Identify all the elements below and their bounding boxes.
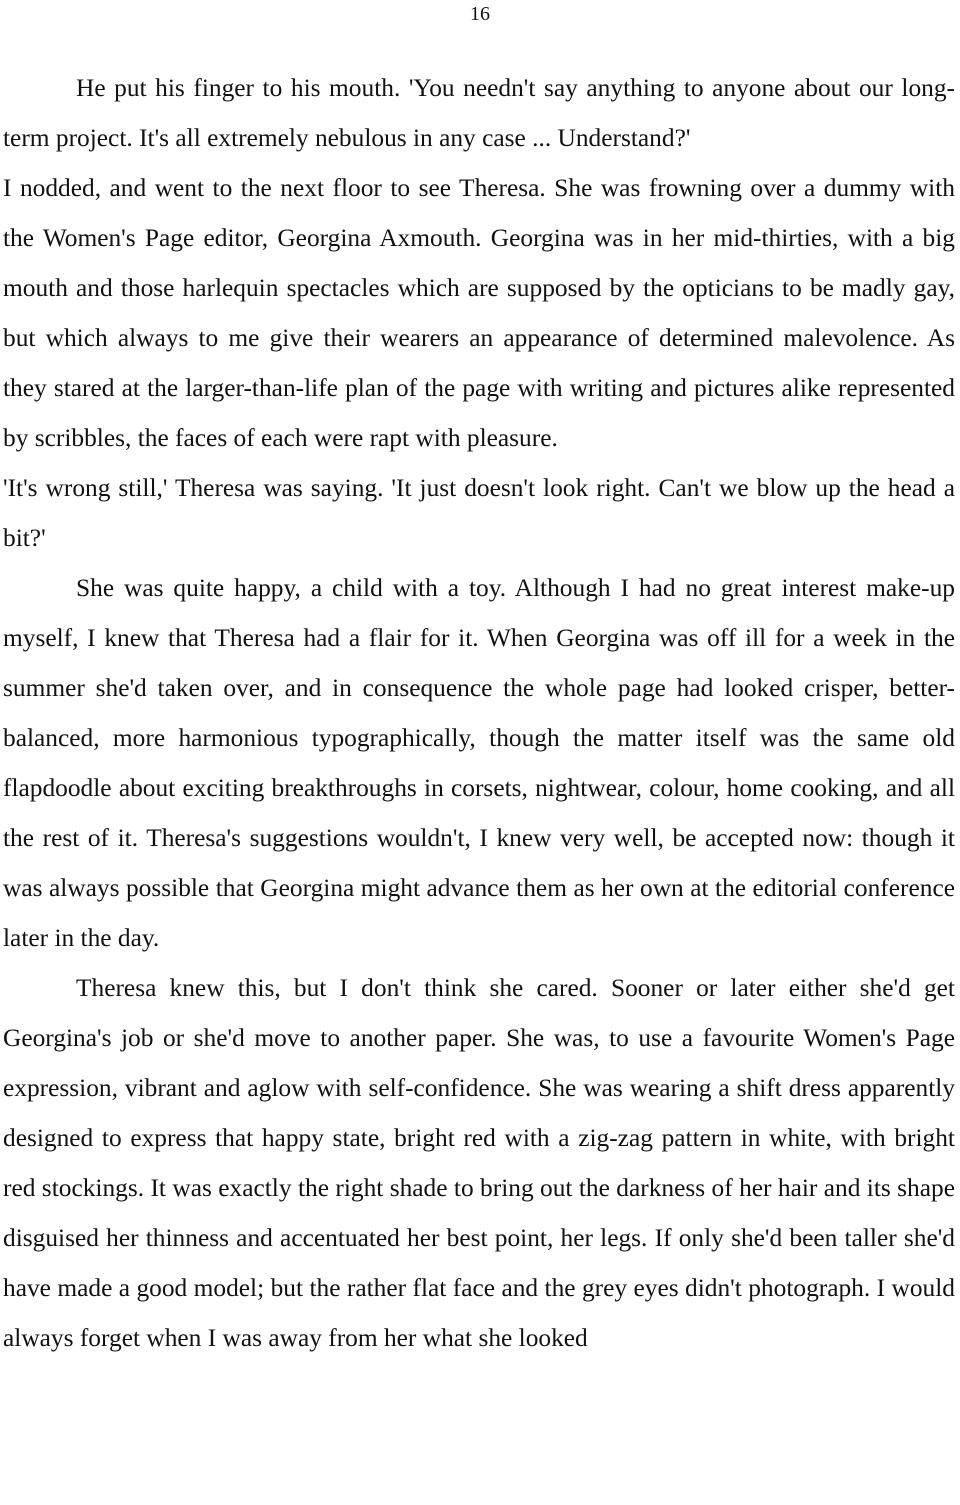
- paragraph: 'It's wrong still,' Theresa was saying. 'It just doesn't look right. Can't we blow up the head a bit?': [3, 474, 955, 552]
- body-text: [3, 63, 955, 1363]
- paragraph: I nodded, and went to the next floor to see Theresa. She was frowning over a dummy with the Women's Page editor, Georgina Axmouth. Georgina was in her mid-thirties, with a big mouth and those harlequin spectacles which are supposed by the opticians to be madly gay, but which always to me give their wearers an appearance of determined malevolence. As they stared at the larger-than-life plan of the page with writing and pictures alike represented by scribbles, the faces of each were rapt with pleasure.: [3, 174, 955, 452]
- page-number: 16: [470, 3, 490, 25]
- paragraph: He put his finger to his mouth. 'You needn't say anything to anyone about our long-term project. It's all extremely nebulous in any case ... Understand?': [3, 74, 955, 152]
- paragraph: She was quite happy, a child with a toy. Although I had no great interest make-up myself, I knew that Theresa had a flair for it. When Georgina was off ill for a week in the summer she'd taken over, and in consequence the whole page had looked crisper, better-balanced, more harmonious typographically, though the matter itself was the same old flapdoodle about exciting breakthroughs in corsets, nightwear, colour, home cooking, and all the rest of it. Theresa's suggestions wouldn't, I knew very well, be accepted now: though it was always possible that Georgina might advance them as her own at the editorial conference later in the day.: [3, 574, 955, 952]
- paragraph: Theresa knew this, but I don't think she cared. Sooner or later either she'd get Georgina's job or she'd move to another paper. She was, to use a favourite Women's Page expression, vibrant and aglow with self-confidence. She was wearing a shift dress apparently designed to express that happy state, bright red with a zig-zag pattern in white, with bright red stockings. It was exactly the right shade to bring out the darkness of her hair and its shape disguised her thinness and accentuated her best point, her legs. If only she'd been taller she'd have made a good model; but the rather flat face and the grey eyes didn't photograph. I would always forget when I was away from her what she looked: [3, 974, 955, 1352]
